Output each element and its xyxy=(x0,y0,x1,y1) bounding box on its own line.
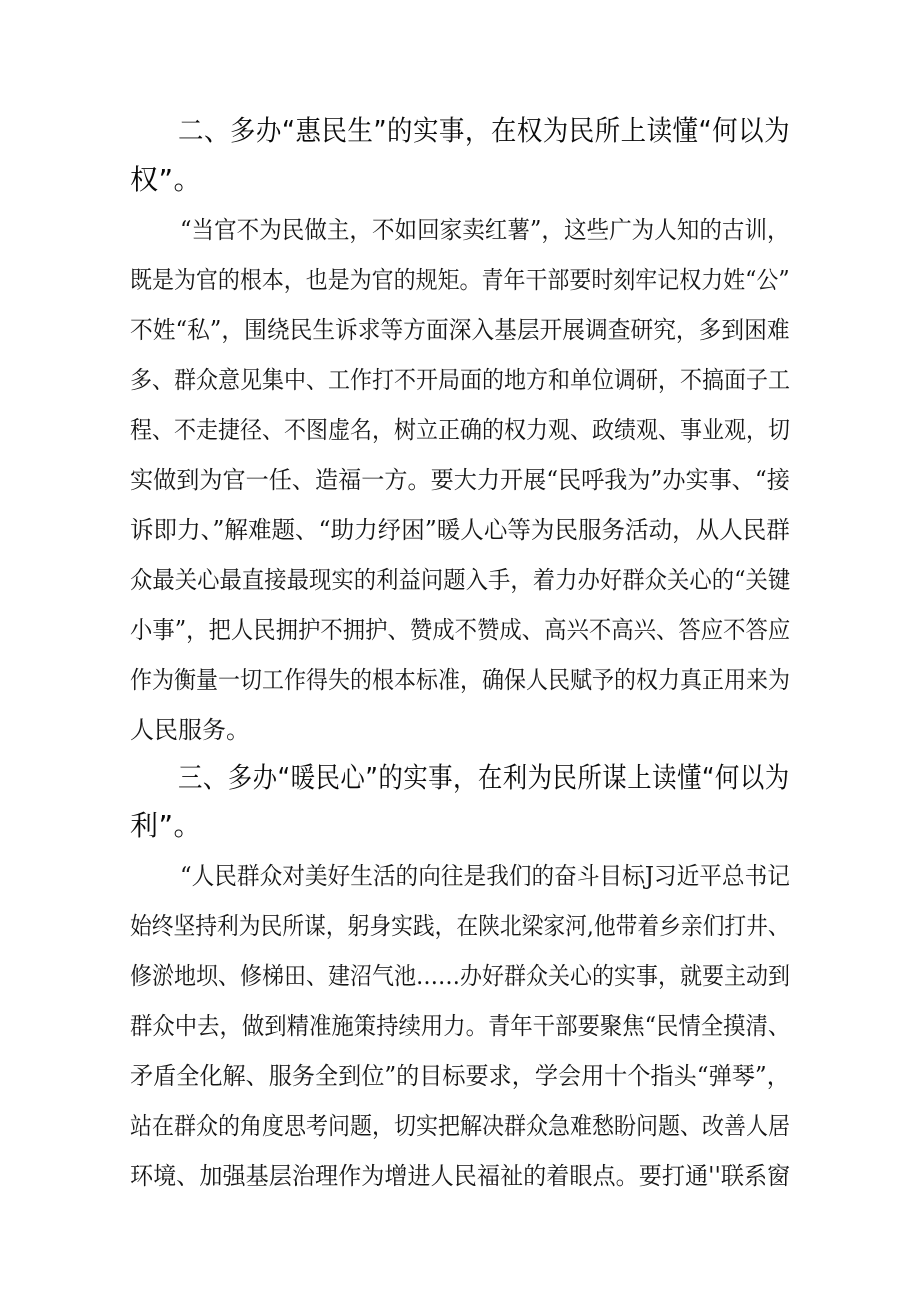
section-3-body-line-3: 修淤地坝、修梯田、建沼气池……办好群众关心的实事，就要主动到 xyxy=(130,962,790,990)
section-3-body-line-4: 群众中去，做到精准施策持续用力。青年干部要聚焦“民情全摸清、 xyxy=(130,1012,791,1040)
section-3-body-line-2: 始终坚持利为民所谋，躬身实践，在陕北梁家河,他带着乡亲们打井、 xyxy=(130,912,790,940)
section-2-body-line-7: 诉即力、”解难题、“助力纾困”暖人心等为民服务活动，从人民群 xyxy=(130,516,790,544)
section-2-body-line-10: 作为衡量一切工作得失的根本标准，确保人民赋予的权力真正用来为 xyxy=(130,666,790,694)
section-2-body-line-3: 不姓“私”，围绕民生诉求等方面深入基层开展调查研究，多到困难 xyxy=(130,316,790,344)
section-2-body-line-5: 程、不走捷径、不图虚名，树立正确的权力观、政绩观、事业观，切 xyxy=(130,416,790,444)
section-2-body-line-4: 多、群众意见集中、工作打不开局面的地方和单位调研，不搞面子工 xyxy=(130,366,790,394)
section-3-body-line-7: 环境、加强基层治理作为增进人民福祉的着眼点。要打通''联系窗 xyxy=(130,1162,791,1190)
section-3-heading-line-2: 利”。 xyxy=(130,809,203,842)
section-2-heading-line-1: 二、多办“惠民生”的实事，在权为民所上读懂“何以为 xyxy=(178,114,791,147)
section-2-body-line-6: 实做到为官一任、造福一方。要大力开展“民呼我为”办实事、“接 xyxy=(130,466,790,494)
section-3-body-line-1: “人民群众对美好生活的向往是我们的奋斗目标J习近平总书记 xyxy=(180,862,790,890)
section-2-body-line-9: 小事”，把人民拥护不拥护、赞成不赞成、高兴不高兴、答应不答应 xyxy=(130,616,791,644)
section-2-body-line-1: “当官不为民做主，不如回家卖红薯”，这些广为人知的古训， xyxy=(180,216,790,244)
section-2-body-line-11: 人民服务。 xyxy=(130,716,250,744)
section-3-body-line-6: 站在群众的角度思考问题，切实把解决群众急难愁盼问题、改善人居 xyxy=(130,1112,790,1140)
section-2-body-line-8: 众最关心最直接最现实的利益问题入手，着力办好群众关心的“关键 xyxy=(130,566,791,594)
section-3-heading-line-1: 三、多办“暖民心”的实事，在利为民所谋上读懂“何以为 xyxy=(178,761,790,794)
section-2-body-line-2: 既是为官的根本，也是为官的规矩。青年干部要时刻牢记权力姓“公” xyxy=(130,266,790,294)
section-3-body-line-5: 矛盾全化解、服务全到位”的目标要求，学会用十个指头“弹琴”， xyxy=(130,1062,790,1090)
section-2-heading-line-2: 权”。 xyxy=(130,163,203,196)
